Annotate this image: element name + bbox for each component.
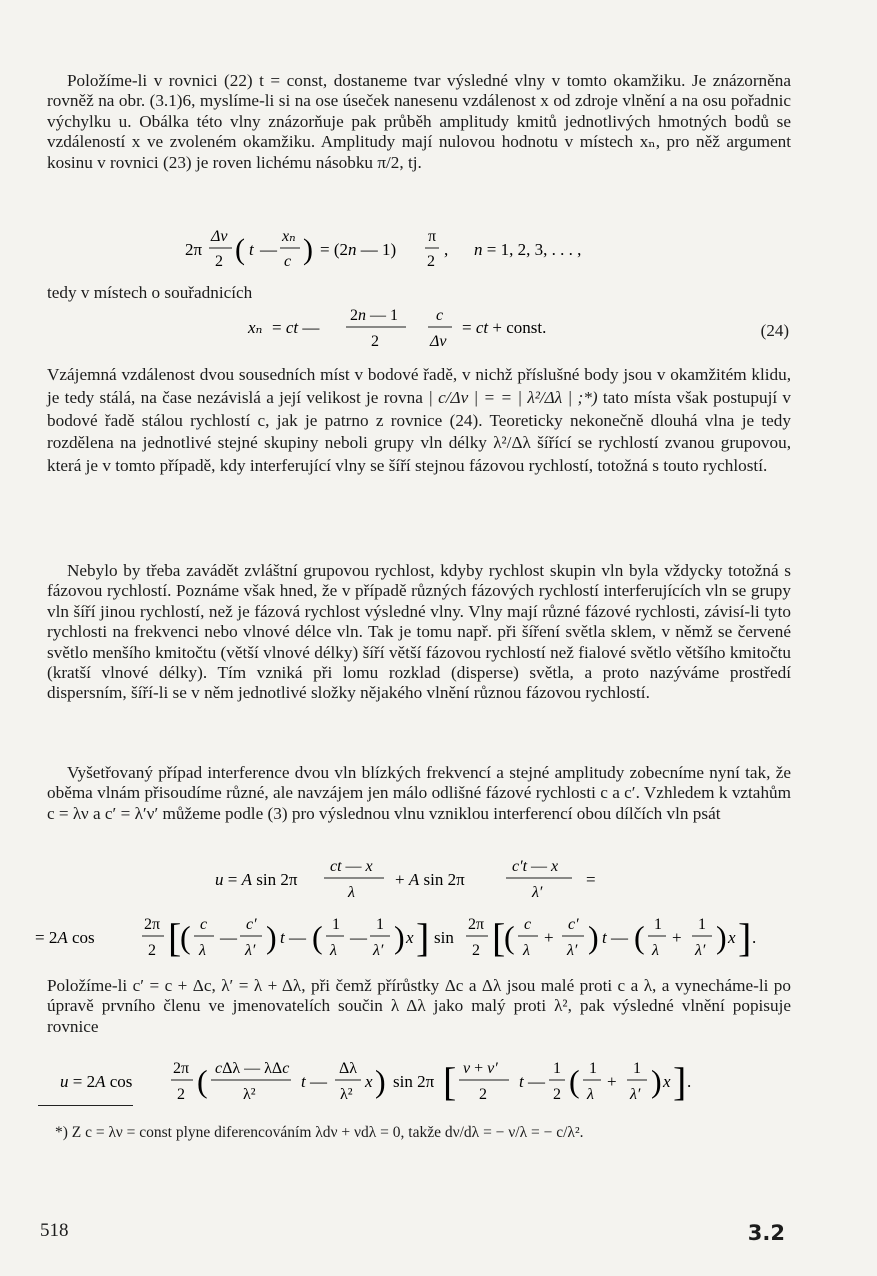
svg-text:λ: λ: [199, 942, 206, 959]
svg-text:u = 2A cos: u = 2A cos: [60, 1072, 133, 1091]
svg-text:t —: t —: [602, 928, 628, 947]
svg-text:): ): [394, 919, 405, 955]
footnote: [55, 1122, 790, 1144]
svg-text:= 2A cos: = 2A cos: [35, 928, 95, 947]
svg-text:+ A sin 2π: + A sin 2π: [395, 870, 465, 889]
svg-text:c′t — x: c′t — x: [512, 858, 559, 875]
svg-text:2: 2: [427, 253, 435, 270]
paragraph-5: [47, 763, 791, 824]
svg-text:1: 1: [376, 916, 384, 933]
svg-text:+: +: [607, 1072, 617, 1091]
equation-2: [240, 300, 640, 354]
svg-text:): ): [303, 233, 313, 266]
svg-text:Δλ: Δλ: [339, 1060, 358, 1077]
equation-3-line-1: [210, 852, 630, 904]
paragraph-6-text: Položíme-li c′ = c + Δc, λ′ = λ + Δλ, při čemž přírůstky Δc a Δλ jsou malé proti c a λ, a vynecháme-li po úpravě prvního členu ve jmenovatelích součin λ Δλ jako malý proti λ², pak výsledné vlnění popisuje rovnice: [47, 976, 791, 1036]
svg-text:]: ]: [673, 1059, 687, 1104]
svg-text:—: —: [220, 928, 237, 947]
svg-text:λ²: λ²: [340, 1086, 353, 1103]
svg-text:(: (: [312, 919, 323, 955]
svg-text:]: ]: [416, 915, 430, 960]
svg-text:= (2n — 1): = (2n — 1): [320, 240, 397, 259]
svg-text:2: 2: [148, 942, 156, 959]
svg-text:n = 1, 2, 3, . . . ,: n = 1, 2, 3, . . . ,: [474, 240, 582, 259]
svg-text:x: x: [728, 928, 736, 947]
svg-text:t: t: [249, 240, 254, 259]
svg-text:[: [: [443, 1059, 457, 1104]
paragraph-6: [47, 976, 791, 1037]
paragraph-1-text: Položíme-li v rovnici (22) t = const, dostaneme tvar výsledné vlny v tomto okamžiku. Je znázorněna rovněž na obr. (3.1)6, myslíme-li si na ose úseček nanesenu vzdálenost x od zdroje vlnění a na osu pořadnic výchylku u. Obálka této vlny znázorňuje pak průběh amplitudy kmitů jednotlivých hmotných bodů se vzdáleností x ve zvoleném okamžiku. Amplitudy mají nulovou hodnotu v místech xₙ, pro něž argument kosinu v rovnici (23) je roven lichému násobku π/2, tj.: [47, 71, 791, 172]
svg-text:(: (: [235, 233, 245, 266]
svg-text:t —: t —: [519, 1072, 545, 1091]
svg-text:λ′: λ′: [245, 942, 256, 959]
svg-text:[: [: [492, 915, 506, 960]
paragraph-1: [47, 71, 791, 173]
svg-text:xₙ: xₙ: [248, 318, 263, 337]
footnote-rule: [38, 1105, 133, 1106]
svg-text:2: 2: [371, 333, 379, 350]
svg-text:—: —: [350, 928, 367, 947]
svg-text:t —: t —: [301, 1072, 327, 1091]
svg-text:cΔλ — λΔc: cΔλ — λΔc: [215, 1060, 290, 1077]
svg-text:λ′: λ′: [695, 942, 706, 959]
svg-text:λ′: λ′: [532, 884, 543, 901]
svg-text:2: 2: [215, 253, 223, 270]
svg-text:π: π: [428, 228, 437, 245]
inline-abs-lambda2-over-dlambda: = | λ²/Δλ | ;*): [500, 387, 598, 407]
svg-text:sin 2π: sin 2π: [393, 1072, 435, 1091]
svg-text:1: 1: [698, 916, 706, 933]
svg-text:2π: 2π: [468, 916, 485, 933]
paragraph-2-text: tedy v místech o souřadnicích: [47, 283, 253, 302]
svg-text:): ): [375, 1063, 386, 1099]
svg-text:+: +: [544, 928, 554, 947]
equation-1: [180, 222, 680, 274]
svg-text:2π: 2π: [144, 916, 161, 933]
paragraph-4: [47, 561, 791, 704]
svg-text:1: 1: [553, 1060, 561, 1077]
svg-text:x: x: [663, 1072, 671, 1091]
svg-text:λ: λ: [523, 942, 530, 959]
svg-text:2π: 2π: [185, 240, 203, 259]
svg-text:ct — x: ct — x: [330, 858, 373, 875]
svg-text:c′: c′: [246, 916, 257, 933]
svg-text:Δν: Δν: [430, 333, 447, 350]
svg-text:= ct —: = ct —: [272, 318, 320, 337]
svg-text:(: (: [634, 919, 645, 955]
svg-text:λ′: λ′: [373, 942, 384, 959]
svg-text:c′: c′: [568, 916, 579, 933]
svg-text:λ: λ: [652, 942, 659, 959]
svg-text:x: x: [406, 928, 414, 947]
svg-text:,: ,: [444, 240, 449, 259]
svg-text:2: 2: [472, 942, 480, 959]
svg-text:): ): [651, 1063, 662, 1099]
svg-text:—: —: [260, 240, 277, 259]
svg-text:(: (: [569, 1063, 580, 1099]
svg-text:c: c: [524, 916, 532, 933]
svg-text:2: 2: [553, 1086, 561, 1103]
paragraph-4-text: Nebylo by třeba zavádět zvláštní grupovou rychlost, kdyby rychlost skupin vln byla vždycky totožná s fázovou rychlostí. Poznáme však hned, že v případě různých fázových rychlostí interferujících vln se grupy vln šíří jinou rychlostí, než je fázová rychlost výsledné vlny. Vlny mají různé fázové rychlosti, závisí-li tyto rychlosti na frekvenci nebo vlnové délce vln. Tak je tomu např. při šíření světla sklem, v němž se červené světlo menšího kmitočtu (větší vlnové délky) šíří větší fázovou rychlostí než fialové světlo většího kmitočtu (kratší vlnové délky). Tím vzniká při lomu rozklad (disperse) světla, a proto nazýváme prostředí dispersním, šíří-li se v něm jednotlivé složky nějakého vlnění různou fázovou rychlostí.: [47, 561, 791, 703]
paragraph-3: [47, 364, 791, 478]
svg-text:]: ]: [738, 915, 752, 960]
svg-text:λ²: λ²: [243, 1086, 256, 1103]
svg-text:1: 1: [633, 1060, 641, 1077]
svg-text:2n — 1: 2n — 1: [350, 307, 398, 324]
svg-text:λ: λ: [348, 884, 355, 901]
svg-text:λ: λ: [330, 942, 337, 959]
svg-text:c: c: [436, 307, 444, 324]
svg-text:c: c: [284, 253, 292, 270]
svg-text:.: .: [752, 928, 757, 947]
svg-text:xₙ: xₙ: [282, 228, 296, 245]
paragraph-3b-text: tato místa však postupují v bodové řadě stálou rychlostí c, jak je patrno z rovnice (24). Teoreticky nekonečně dlouhá vlna je tedy rozdělena na jednotlivé stejné skupiny neboli grupy vln délky λ²/Δλ šířící se rychlostí zvanou grupovou, která je v tomto případě, kdy interferující vlny se šíří stejnou fázovou rychlostí, totožná s touto rychlostí.: [47, 387, 792, 476]
svg-text:Δν: Δν: [211, 228, 228, 245]
svg-text:c: c: [200, 916, 208, 933]
svg-text:): ): [588, 919, 599, 955]
svg-text:sin: sin: [434, 928, 454, 947]
svg-text:[: [: [168, 915, 182, 960]
paragraph-5-text: Vyšetřovaný případ interference dvou vln blízkých frekvencí a stejné amplitudy zobecníme nyní tak, že oběma vlnám přisoudíme různé, ale navzájem jen málo odlišné fázové rychlosti c a c′. Vzhledem k vztahům c = λν a c′ = λ′ν′ můžeme podle (3) pro výslednou vlnu vzniklou interferencí obou dílčích vln psát: [47, 763, 791, 823]
svg-text:2: 2: [177, 1086, 185, 1103]
footnote-text: *) Z c = λν = const plyne diferencováním λdν + νdλ = 0, takže dν/dλ = − ν/λ = − c/λ².: [55, 1124, 584, 1141]
section-number: 3.2: [747, 1221, 785, 1245]
svg-text:x: x: [365, 1072, 373, 1091]
svg-text:(: (: [180, 919, 191, 955]
svg-text:λ′: λ′: [630, 1086, 641, 1103]
svg-text:2: 2: [479, 1086, 487, 1103]
svg-text:1: 1: [332, 916, 340, 933]
svg-text:(: (: [504, 919, 515, 955]
equation-4: [55, 1052, 795, 1108]
svg-text:u = A sin 2π: u = A sin 2π: [215, 870, 298, 889]
paragraph-3a-text: Vzájemná vzdálenost dvou sousedních míst v bodové řadě, v nichž příslušné body jsou v okamžitém klidu, je tedy stálá, na čase nezávislá a její velikost je rovna: [47, 365, 791, 407]
svg-text:λ′: λ′: [567, 942, 578, 959]
svg-text:λ: λ: [587, 1086, 594, 1103]
svg-text:ν + ν′: ν + ν′: [463, 1060, 498, 1077]
svg-text:.: .: [687, 1072, 692, 1091]
svg-text:): ): [266, 919, 277, 955]
svg-text:= ct + const.: = ct + const.: [462, 318, 547, 337]
svg-text:2π: 2π: [173, 1060, 190, 1077]
svg-text:1: 1: [589, 1060, 597, 1077]
equation-2-number: (24): [760, 321, 789, 340]
inline-abs-c-over-dnu: | c/Δν | =: [428, 387, 496, 407]
svg-text:t —: t —: [280, 928, 306, 947]
page-number: 518: [40, 1220, 69, 1241]
svg-text:+: +: [672, 928, 682, 947]
svg-text:): ): [716, 919, 727, 955]
svg-text:1: 1: [654, 916, 662, 933]
svg-text:=: =: [586, 870, 596, 889]
equation-3-line-2: [30, 906, 810, 966]
svg-text:(: (: [197, 1063, 208, 1099]
